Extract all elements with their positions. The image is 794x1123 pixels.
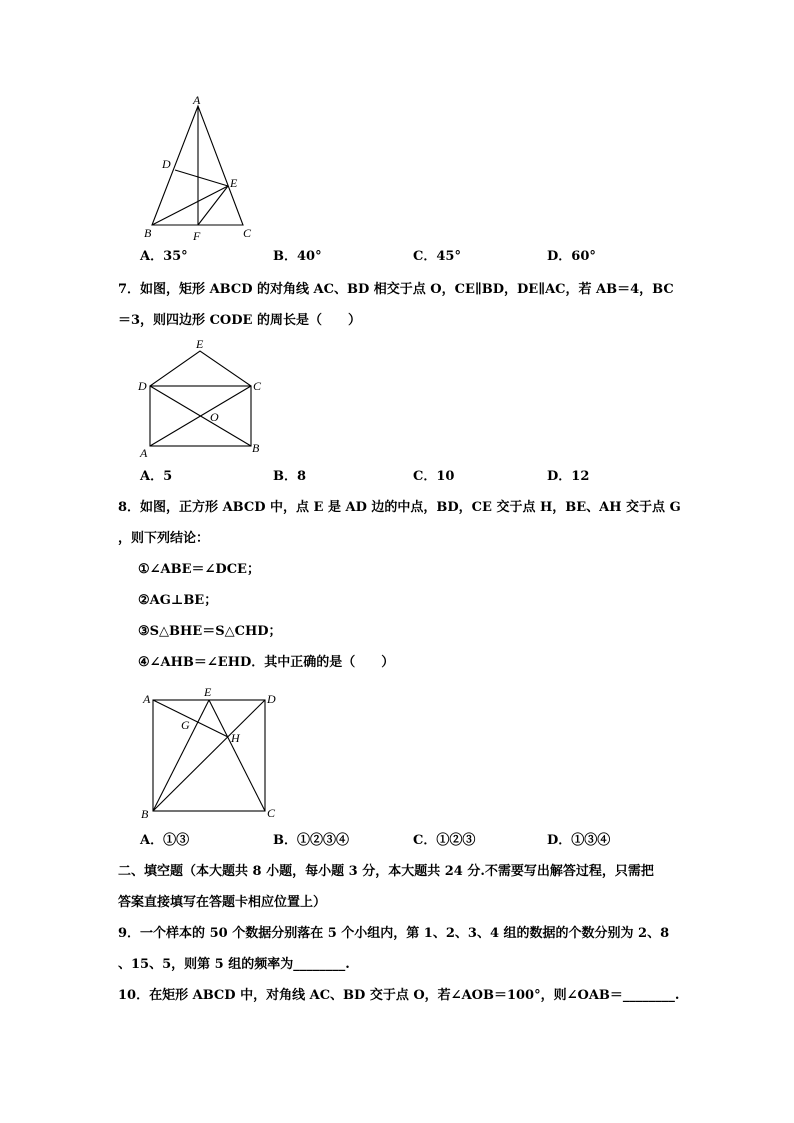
q8-statement-1: ①∠ABE＝∠DCE； [138, 562, 260, 577]
segment-fe [198, 186, 228, 225]
q8-option-c[interactable]: C．①②③ [413, 833, 476, 848]
q7-text-line2: ＝3，则四边形 CODE 的周长是（ ） [118, 313, 361, 328]
q10-text-line1: 10．在矩形 ABCD 中，对角线 AC、BD 交于点 O，若∠AOB＝100°，则∠OAB＝________. [118, 988, 680, 1003]
q8-option-a[interactable]: A．①③ [140, 833, 190, 848]
q7-option-d[interactable]: D．12 [547, 469, 590, 484]
section2-heading-line2: 答案直接填写在答题卡相应位置上） [118, 895, 327, 910]
label-f: F [193, 229, 201, 242]
label-o: O [210, 410, 219, 424]
label-e: E [204, 685, 212, 699]
label-a: A [140, 446, 148, 460]
q6-option-a[interactable]: A．35° [140, 249, 188, 264]
q9-text-line2: 、15、5，则第 5 组的频率为________. [118, 957, 350, 972]
label-a: A [193, 93, 201, 107]
q9-text-line1: 9．一个样本的 50 个数据分别落在 5 个小组内，第 1、2、3、4 组的数据的个数分别为 2、8 [118, 926, 670, 941]
label-b: B [144, 226, 152, 240]
segment-ec [209, 700, 265, 811]
label-d: D [138, 379, 147, 393]
section2-heading-line1: 二、填空题（本大题共 8 小题，每小题 3 分，本大题共 24 分.不需要写出解答过程，只需把 [118, 864, 654, 879]
label-b: B [252, 441, 260, 455]
label-d: D [267, 692, 276, 706]
q7-option-b[interactable]: B．8 [273, 469, 307, 484]
label-g: G [181, 718, 190, 732]
q8-statement-2: ②AG⊥BE； [138, 593, 218, 608]
label-d: D [162, 157, 171, 171]
label-e: E [230, 176, 238, 190]
label-b: B [141, 807, 149, 821]
q7-option-c[interactable]: C．10 [413, 469, 455, 484]
segment-de [175, 170, 228, 186]
segment-be [153, 700, 209, 811]
label-e: E [196, 337, 204, 351]
label-c: C [253, 379, 262, 393]
q8-text-line2: ，则下列结论： [118, 531, 210, 546]
q8-statement-4: ④∠AHB＝∠EHD．其中正确的是（ ） [138, 655, 395, 670]
label-h: H [231, 731, 240, 745]
q8-text-line1: 8．如图，正方形 ABCD 中，点 E 是 AD 边的中点，BD，CE 交于点 H，BE、AH 交于点 G [118, 500, 681, 515]
segments-de-ec [150, 351, 251, 386]
q6-figure [130, 92, 270, 242]
label-a: A [143, 692, 151, 706]
label-c: C [243, 226, 252, 240]
q6-option-d[interactable]: D．60° [547, 249, 596, 264]
label-c: C [267, 806, 276, 820]
q6-option-b[interactable]: B．40° [273, 249, 322, 264]
q7-option-a[interactable]: A．5 [140, 469, 173, 484]
q6-option-c[interactable]: C．45° [413, 249, 461, 264]
q7-figure [130, 335, 270, 460]
segment-bd [153, 700, 265, 811]
q7-text-line1: 7．如图，矩形 ABCD 的对角线 AC、BD 相交于点 O，CE∥BD，DE∥AC，若 AB＝4，BC [118, 282, 674, 297]
segment-be [152, 186, 228, 225]
q8-option-d[interactable]: D．①③④ [547, 833, 611, 848]
q8-option-b[interactable]: B．①②③④ [273, 833, 349, 848]
q8-statement-3: ③S△BHE＝S△CHD； [138, 624, 282, 639]
q8-figure [135, 683, 285, 823]
segment-ah [153, 700, 228, 737]
